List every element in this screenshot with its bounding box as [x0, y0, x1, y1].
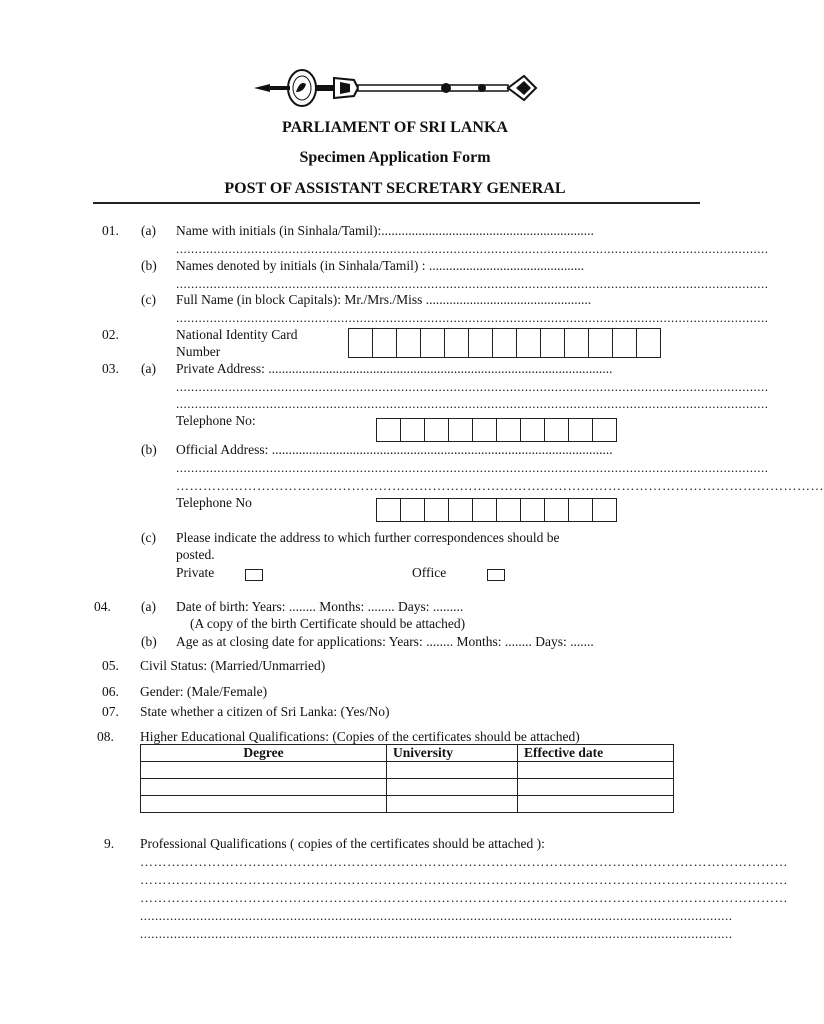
- official-telephone-boxes[interactable]: [376, 498, 617, 522]
- q01-number: 01.: [102, 223, 119, 238]
- nic-number-boxes[interactable]: [348, 328, 661, 358]
- nic-digit-box[interactable]: [349, 329, 373, 357]
- org-title: PARLIAMENT OF SRI LANKA: [282, 119, 508, 136]
- private-telephone-boxes[interactable]: [376, 418, 617, 442]
- tel-digit-box[interactable]: [545, 499, 569, 521]
- q01b-dotted-line[interactable]: ..............................................................................................................................................................: [176, 276, 769, 291]
- q03c-office-label: Office: [412, 565, 447, 580]
- tel-digit-box[interactable]: [401, 419, 425, 441]
- q07-number: 07.: [102, 704, 119, 719]
- q09-dotted-line-1[interactable]: ………………………………………………………………………………………………………………………………: [140, 854, 788, 869]
- q09-number: 9.: [104, 836, 115, 851]
- q09-dotted-line-4[interactable]: ..............................................................................................................................................................: [140, 908, 733, 923]
- table-cell[interactable]: [387, 779, 518, 796]
- q03a-letter: (a): [141, 361, 156, 376]
- nic-digit-box[interactable]: [517, 329, 541, 357]
- q02-nic-label: National Identity Card: [176, 327, 298, 342]
- nic-digit-box[interactable]: [589, 329, 613, 357]
- q03b-official-address[interactable]: Official Address: .....................................................................................................: [176, 442, 613, 457]
- table-row: [141, 779, 674, 796]
- q01c-letter: (c): [141, 292, 156, 307]
- q05-number: 05.: [102, 658, 119, 673]
- q03-number: 03.: [102, 361, 119, 376]
- parliament-mace-emblem: [250, 66, 540, 110]
- table-cell[interactable]: [387, 762, 518, 779]
- q03b-dotted-line-1[interactable]: ..............................................................................................................................................................: [176, 460, 769, 475]
- q03b-dotted-line-2[interactable]: ………………………………………………………………………………………………………………………………: [176, 478, 824, 493]
- table-cell[interactable]: [141, 796, 387, 813]
- q09-dotted-line-3[interactable]: ………………………………………………………………………………………………………………………………: [140, 890, 788, 905]
- q03a-private-address[interactable]: Private Address: ......................................................................................................: [176, 361, 613, 376]
- tel-digit-box[interactable]: [521, 499, 545, 521]
- tel-digit-box[interactable]: [593, 499, 617, 521]
- nic-digit-box[interactable]: [637, 329, 661, 357]
- col-university: University: [387, 745, 518, 762]
- tel-digit-box[interactable]: [425, 499, 449, 521]
- q03b-letter: (b): [141, 442, 157, 457]
- q04a-date-of-birth[interactable]: Date of birth: Years: ........ Months: ........ Days: .........: [176, 599, 464, 614]
- q03c-instruction: Please indicate the address to which further correspondences should be: [176, 530, 560, 545]
- q01a-dotted-line[interactable]: ..............................................................................................................................................................: [176, 241, 769, 256]
- tel-digit-box[interactable]: [449, 499, 473, 521]
- q01c-dotted-line[interactable]: ..............................................................................................................................................................: [176, 310, 769, 325]
- q05-civil-status[interactable]: Civil Status: (Married/Unmarried): [140, 658, 326, 673]
- q07-citizenship[interactable]: State whether a citizen of Sri Lanka: (Yes/No): [140, 704, 390, 719]
- q01a-name-with-initials[interactable]: Name with initials (in Sinhala/Tamil):...............................................................: [176, 223, 594, 238]
- q04a-note: (A copy of the birth Certificate should be attached): [190, 616, 466, 631]
- table-row: [141, 796, 674, 813]
- tel-digit-box[interactable]: [569, 419, 593, 441]
- q01c-full-name[interactable]: Full Name (in block Capitals): Mr./Mrs./Miss .................................................: [176, 292, 592, 307]
- q08-higher-education: Higher Educational Qualifications: (Copies of the certificates should be attached): [140, 729, 580, 744]
- nic-digit-box[interactable]: [541, 329, 565, 357]
- office-checkbox[interactable]: [487, 569, 505, 581]
- q09-dotted-line-5[interactable]: ..............................................................................................................................................................: [140, 926, 733, 941]
- tel-digit-box[interactable]: [425, 419, 449, 441]
- q03c-private-label: Private: [176, 565, 215, 580]
- table-cell[interactable]: [141, 762, 387, 779]
- q04-number: 04.: [94, 599, 111, 614]
- tel-digit-box[interactable]: [545, 419, 569, 441]
- table-cell[interactable]: [518, 796, 674, 813]
- q08-number: 08.: [97, 729, 114, 744]
- nic-digit-box[interactable]: [613, 329, 637, 357]
- table-cell[interactable]: [141, 779, 387, 796]
- table-cell[interactable]: [518, 779, 674, 796]
- private-checkbox[interactable]: [245, 569, 263, 581]
- tel-digit-box[interactable]: [497, 499, 521, 521]
- nic-digit-box[interactable]: [397, 329, 421, 357]
- q01b-letter: (b): [141, 258, 157, 273]
- col-effective-date: Effective date: [518, 745, 674, 762]
- tel-digit-box[interactable]: [521, 419, 545, 441]
- tel-digit-box[interactable]: [593, 419, 617, 441]
- table-cell[interactable]: [387, 796, 518, 813]
- q09-professional-qualifications: Professional Qualifications ( copies of the certificates should be attached ):: [140, 836, 545, 851]
- tel-digit-box[interactable]: [449, 419, 473, 441]
- q03a-dotted-line-1[interactable]: ..............................................................................................................................................................: [176, 379, 769, 394]
- q09-dotted-line-2[interactable]: ………………………………………………………………………………………………………………………………: [140, 872, 788, 887]
- tel-digit-box[interactable]: [569, 499, 593, 521]
- form-title: Specimen Application Form: [299, 149, 491, 166]
- q03a-telephone-label: Telephone No:: [176, 413, 256, 428]
- tel-digit-box[interactable]: [401, 499, 425, 521]
- nic-digit-box[interactable]: [469, 329, 493, 357]
- table-row: [141, 762, 674, 779]
- q04b-age[interactable]: Age as at closing date for applications: Years: ........ Months: ........ Days: .......: [176, 634, 594, 649]
- q06-gender[interactable]: Gender: (Male/Female): [140, 684, 268, 699]
- tel-digit-box[interactable]: [377, 499, 401, 521]
- q02-number: 02.: [102, 327, 119, 342]
- tel-digit-box[interactable]: [497, 419, 521, 441]
- q02-nic-label-2: Number: [176, 344, 221, 359]
- nic-digit-box[interactable]: [565, 329, 589, 357]
- nic-digit-box[interactable]: [421, 329, 445, 357]
- nic-digit-box[interactable]: [493, 329, 517, 357]
- tel-digit-box[interactable]: [377, 419, 401, 441]
- tel-digit-box[interactable]: [473, 419, 497, 441]
- tel-digit-box[interactable]: [473, 499, 497, 521]
- nic-digit-box[interactable]: [445, 329, 469, 357]
- q06-number: 06.: [102, 684, 119, 699]
- q01a-letter: (a): [141, 223, 156, 238]
- table-cell[interactable]: [518, 762, 674, 779]
- nic-digit-box[interactable]: [373, 329, 397, 357]
- qualifications-table: [140, 744, 674, 813]
- q03c-letter: (c): [141, 530, 156, 545]
- q03b-telephone-label: Telephone No: [176, 495, 252, 510]
- col-degree: Degree: [141, 745, 387, 762]
- post-title: POST OF ASSISTANT SECRETARY GENERAL: [224, 180, 566, 197]
- q01b-names-denoted[interactable]: Names denoted by initials (in Sinhala/Tamil) : ..............................................: [176, 258, 585, 273]
- header-divider: [93, 202, 700, 204]
- q03c-instruction-2: posted.: [176, 547, 215, 562]
- q04a-letter: (a): [141, 599, 156, 614]
- q03a-dotted-line-2[interactable]: ..............................................................................................................................................................: [176, 396, 769, 411]
- table-header-row: [141, 745, 674, 762]
- q04b-letter: (b): [141, 634, 157, 649]
